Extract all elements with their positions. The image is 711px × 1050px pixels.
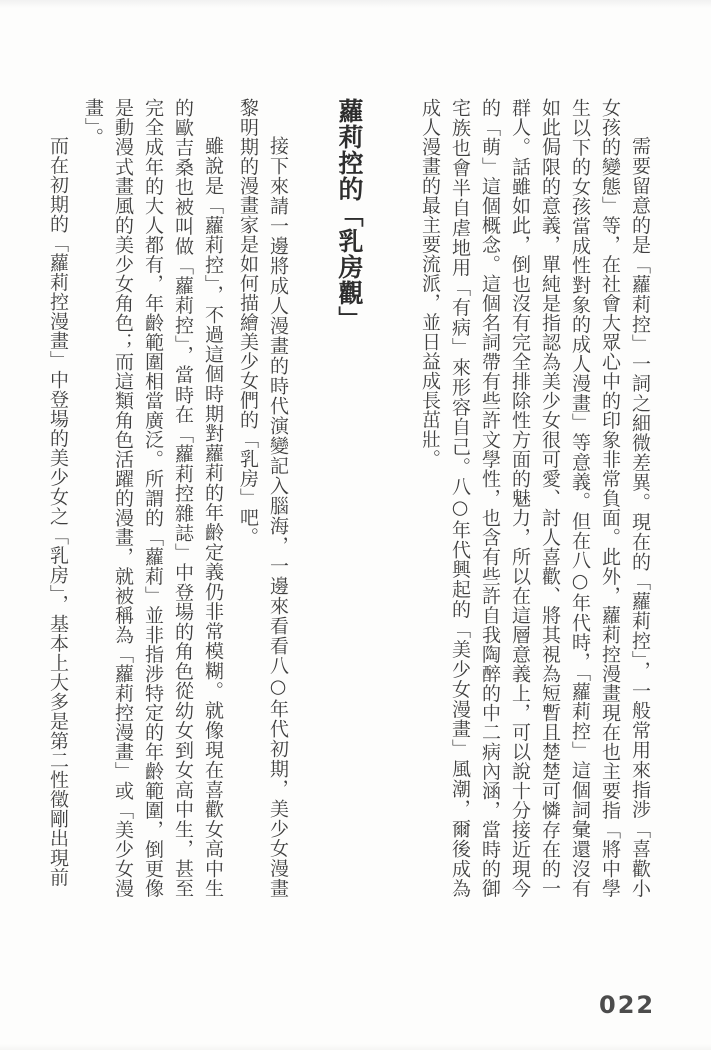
article-body [47,98,655,898]
paragraph-intro: 需要留意的是「蘿莉控」一詞之細微差異。現在的「蘿莉控」，一般常用來指涉「喜歡小女孩的變態」等，在社會大眾心中的印象非常負面。此外，蘿莉控漫畫現在也主要指「將中學生以下的女孩當成性對象的成人漫畫」等意義。但在八○年代時，「蘿莉控」這個詞彙還沒有如此侷限的意義，單純是指認為美少女很可愛、討人喜歡、將其視為短暫且楚楚可憐存在的一群人。話雖如此，倒也沒有完全排除性方面的魅力，所以在這層意義上，可以說十分接近現今的「萌」這個概念。這個名詞帶有些許文學性，也含有些許自我陶醉的中二病內涵，當時的御宅族也會半自虐地用「有病」來形容自己。八○年代興起的「美少女漫畫」風潮，爾後成為成人漫畫的最主要流派，並日益成長茁壯。 [419,98,651,898]
paragraph: 而在初期的「蘿莉控漫畫」中登場的美少女之「乳房」，基本上大多是第二性徵剛出現前 [47,136,69,887]
scan-edge-bottom [0,1044,711,1050]
scan-edge-top [0,0,711,8]
paragraph: 雖說是「蘿莉控」，不過這個時期對蘿莉的年齡定義仍非常模糊。就像現在喜歡女高中生的歐吉桑也被叫做「蘿莉控」，當時在「蘿莉控雜誌」中登場的角色從幼女到女高中生，甚至完全成年的大人都有，年齡範圍相當廣泛。所謂的「蘿莉」並非指涉特定的年齡範圍，倒更像是動漫式畫風的美少女角色；而這類角色活躍的漫畫，就被稱為「蘿莉控漫畫」或「美少女漫畫」。 [82,98,224,898]
page-number: 022 [599,991,656,1019]
paragraph: 接下來請一邊將成人漫畫的時代演變記入腦海，一邊來看看八○年代初期，美少女漫畫黎明期的漫畫家是如何描繪美少女們的「乳房」吧。 [237,98,289,898]
section-heading: 蘿莉控的「乳房觀」 [335,98,364,332]
